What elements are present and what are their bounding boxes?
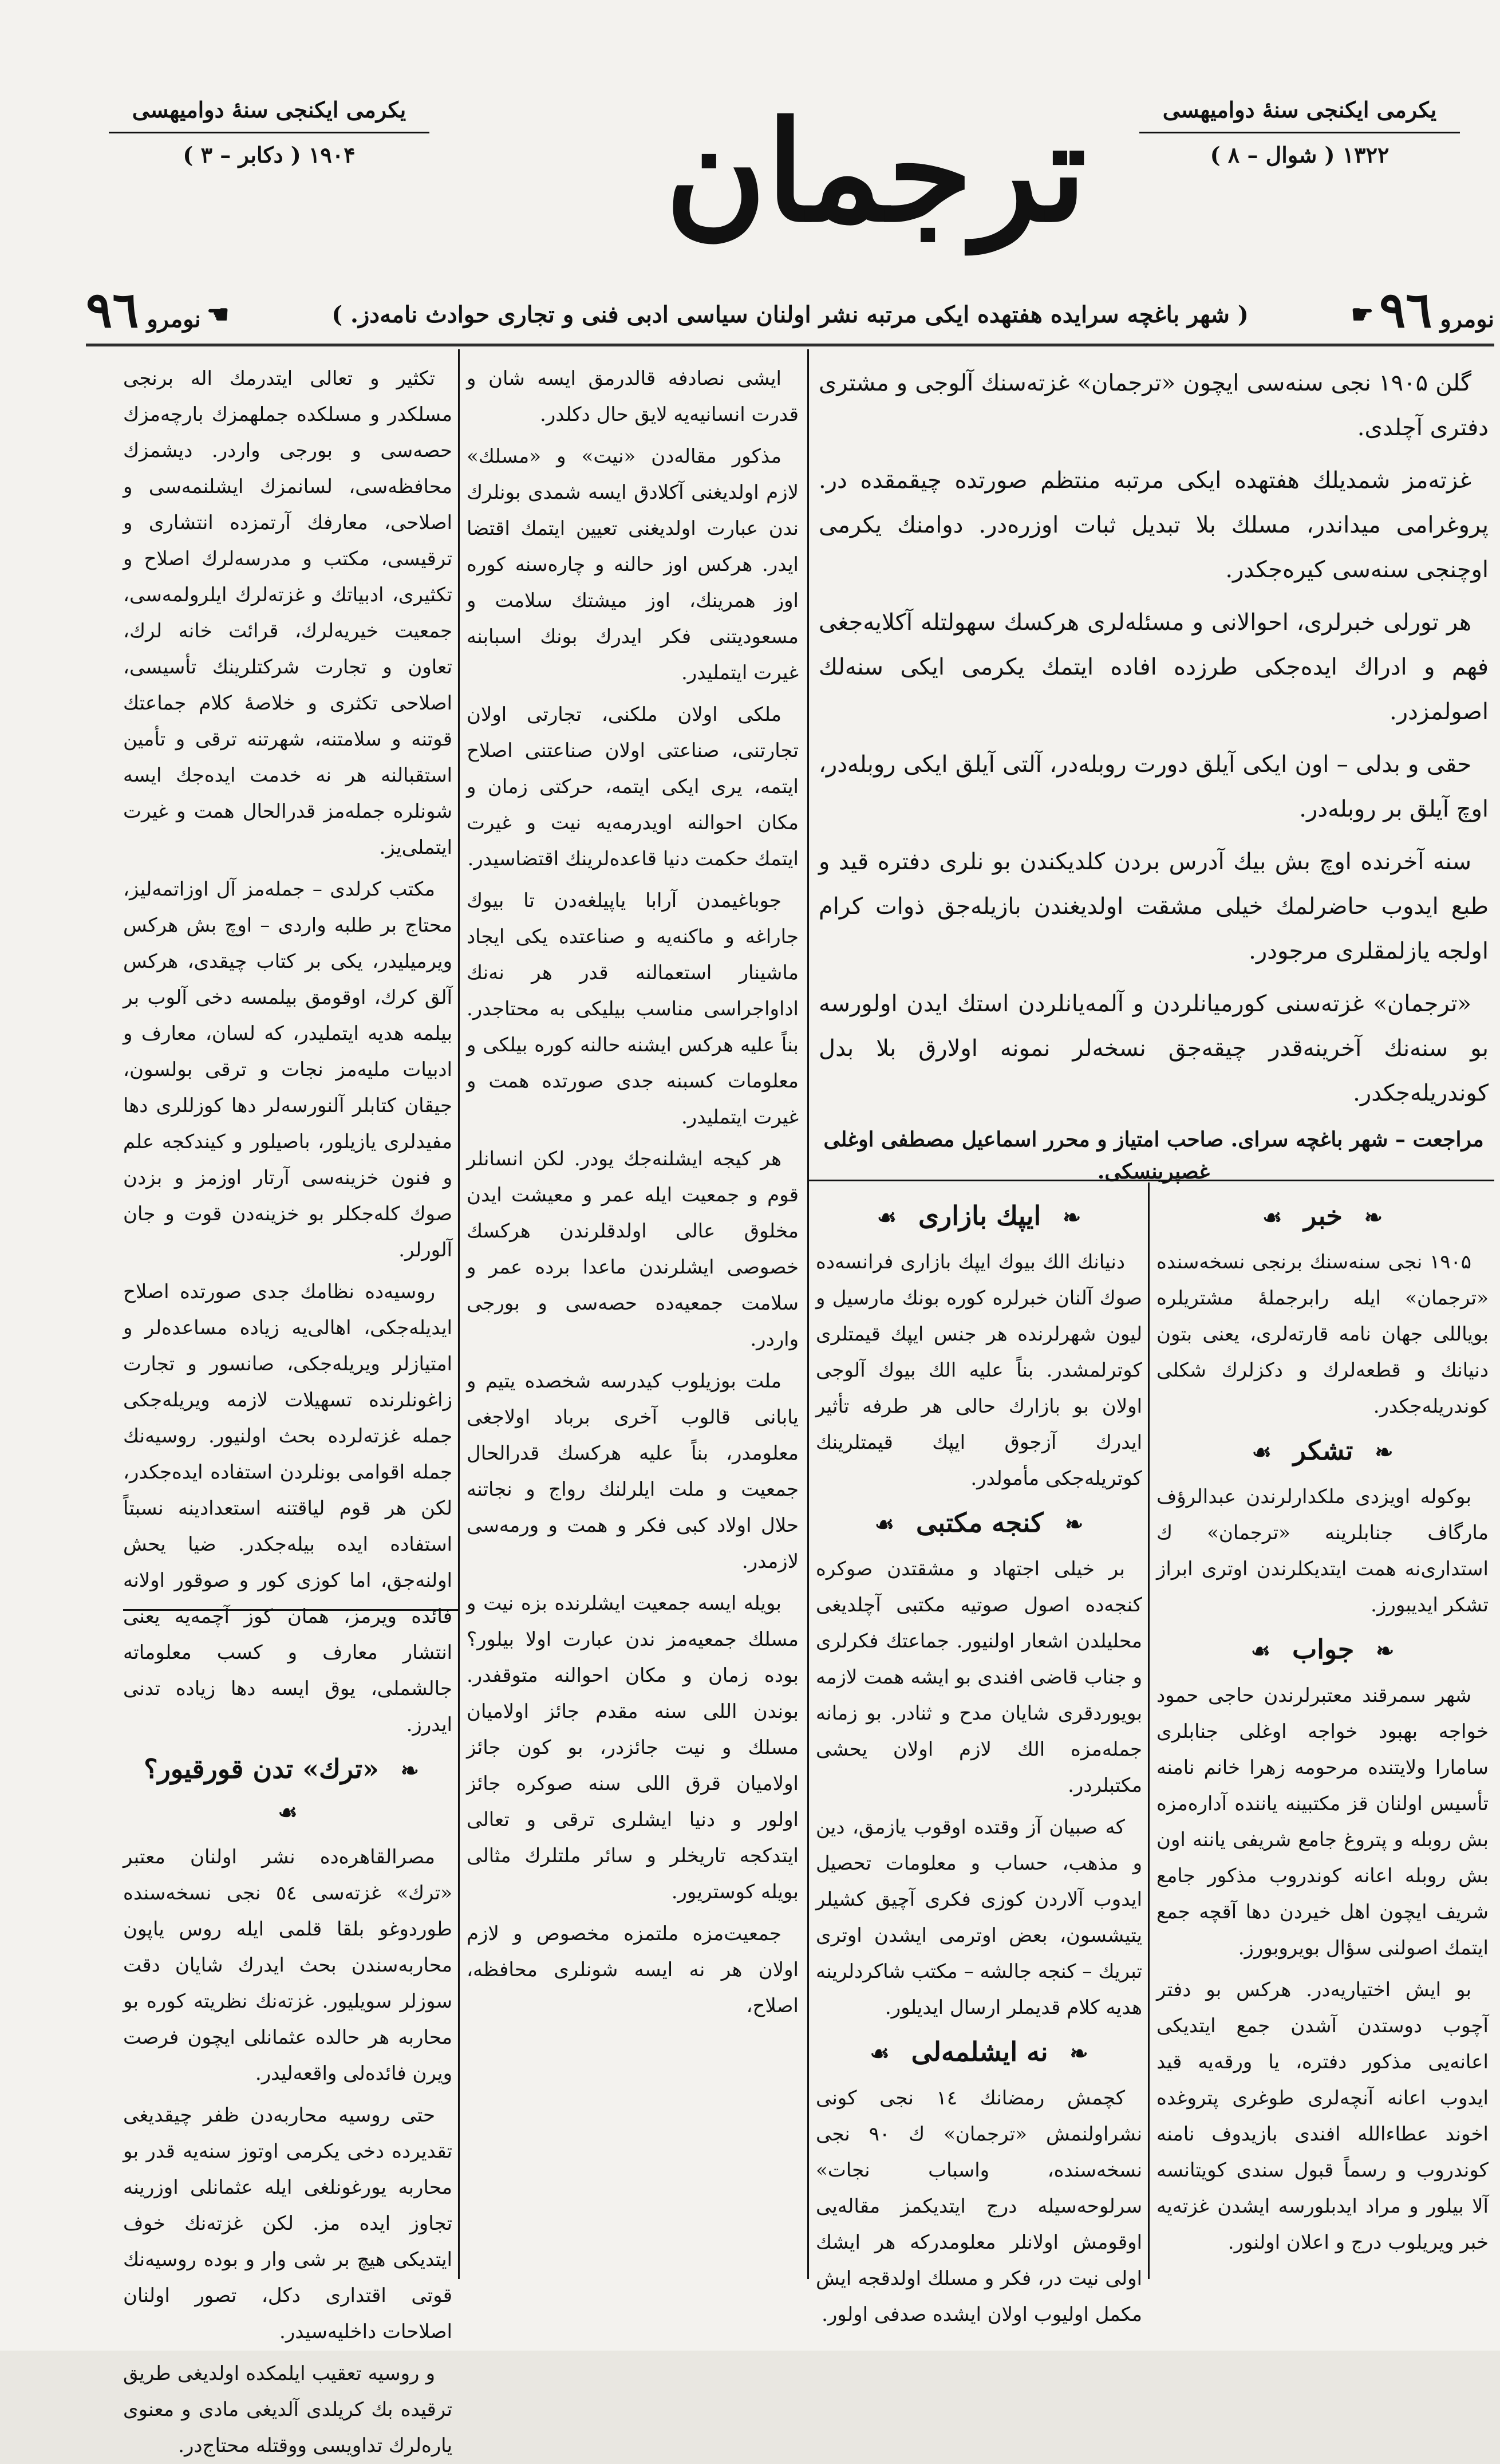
- article-paragraph: جمعیت‌مزه ملتمزه مخصوص و لازم اولان هر نه ایسه شونلری محافظه، اصلاح،: [467, 1922, 799, 2017]
- article-paragraph: كچمش رمضانك ١٤ نجی كونی نشراولنمش «ترجمان» ك ٩٠ نجی نسخه‌سنده، واسباب نجات» سرلوحه‌سیله درج ایتدیكمز مقاله‌یی اوقومش اولانلر معلومدركه هر ایشك اولی نیت در، فكر و مسلك اولدقجه ایش مكمل اولیوب اولان ایشده صدفی اولور.: [816, 2087, 1142, 2326]
- ornament-icon: ☙: [870, 2040, 890, 2066]
- article-paragraph: شهر سمرقند معتبرلرندن حاجی حمود خواجه بهبود خواجه اوغلی جنابلری سامارا ولایتنده مرحومه زهرا خانم نامنه تأسیس اولنان قز مكتبینه یاننده آداره‌مزه بش روبله و پتروغ جامع شریفی یاننه اون بش روبله اعانه كوندروب مذكور جامع شریف ایچون اهل خیردن دها آقچه جمع ایتمك اصولنی سؤال بویروبورز.: [1156, 1684, 1489, 1960]
- masthead-rule: [86, 344, 1494, 346]
- article-paragraph: ملت بوزیلوب كیدرسه شخصده یتیم و یابانی قالوب آخری برباد اولاجغی معلومدر، بناً علیه هركسك قدرالحال جمعیت و ملت ایلرلنك رواج و نجاتنه حلال اولاد كبی فكر و همت و ورمه‌سی لازمدر.: [467, 1370, 799, 1573]
- announcement-contact: مراجعت – شهر باغچه سرای. صاحب امتیاز و محرر اسماعیل مصطفی اوغلی غصپرینسكی.: [823, 1127, 1484, 1184]
- column-middle: [467, 361, 799, 2279]
- article-paragraph: تكثیر و تعالی ایتدرمك اله برنجی مسلكدر و مسلكده جملهمزك بارچه‌مزك حصه‌سی و بورجی واردر. دیشمزك محافظه‌سی، لسانمزك ایشلنمه‌سی و اصلاحی، معارفك آرتمزده انتشاری و ترقیسی، مكتب و مدرسه‌لرك اصلاح و تكثیری، ادبیاتك و غزته‌لرك ایلرولمه‌سی، جمعیت خیریه‌لرك، قرائت خانه لرك، تعاون و تجارت شركتلرینك تأسیسی، اصلاحی تكثری و خلاصهٔ كلام جماعتك قوتنه و سلامتنه، شهرتنه ترقی و تأمین استقبالنه هر نه خدمت ایده‌جك ایسه شونلره جمله‌مز قدرالحال همت و غیرت ایتملی‌یز.: [123, 367, 452, 859]
- masthead-left-corner: [109, 92, 429, 174]
- section-title: جواب: [1292, 1634, 1355, 1665]
- article-paragraph: مذكور مقاله‌دن «نیت» و «مسلك» لازم اولدیغنی آكلادق ایسه شمدی بونلرك ندن عبارت اولدیغنی تعیین ایتمك اقتضا ایدر. هركس اوز حالنه و چاره‌سنه كوره اوز همرینك، اوز میشتك سلامت و مسعودیتنی فكر ایدرك بونك اسبابنه غیرت ایتملیدر.: [467, 445, 799, 684]
- announcement-paragraph: غزته‌مز شمدیلك هفتهده ایكی مرتبه منتظم صورتده چیقمقده در. پروغرامی میداندر، مسلك بلا تبدیل ثبات اوزره‌در. دوامنك یكرمی اوچنجی سنه‌سی كیره‌جكدر.: [819, 467, 1489, 583]
- issue-number-left: [86, 281, 201, 345]
- ornament-icon: ❧: [1069, 2040, 1088, 2066]
- ornament-icon: ❧: [1375, 1439, 1394, 1465]
- column-divider: [807, 349, 809, 2279]
- issue-number: ۹٦: [1379, 281, 1432, 339]
- article-paragraph: مكتب كرلدی – جمله‌مز آل اوزاتمه‌لیز، محتاج بر طلبه واردی – اوچ بش هركس ویرمیلیدر، یكی بر كتاب چیقدی، هركس آلق كرك، اوقومق بیلمسه دخی آلوب بر بیلمه هدیه ایتملیدر، كه لسان، معارف و ادبیات ملیه‌مز نجات و ترقی بولسون، جیقان كتابلر آلنورسه‌لر دها كوزللری دها مفیدلری یازیلور، باصیلور و كیندكجه علم و فنون خزینه‌سی آرتار اوزمز و بزدن صوك كله‌جكلر بو خزینه‌دن قوت و جان آلورلر.: [123, 878, 452, 1261]
- column-divider: [458, 349, 460, 2279]
- section-title: نه ایشلمه‌لی: [911, 2036, 1048, 2067]
- issue-number: ۹٦: [86, 281, 139, 339]
- column-divider: [1148, 1182, 1150, 2279]
- article-paragraph: دنیانك الك بیوك ایپك بازاری فرانسه‌ده صوك آلنان خبرلره كوره بونك مارسیل و لیون شهرلرنده هر جنس ایپك قیمتلری كوترلمشدر. بناً علیه الك بیوك آلوجی اولان بو بازارك حالی هر طرفه تأثیر ایدرك آزجوق ایپك قیمتلرینك كوتریله‌جكی مأمولدر.: [816, 1251, 1142, 1490]
- column-right-news: [1156, 1191, 1489, 2279]
- article-paragraph: و روسیه تعقیب ایلمكده اولدیغی طریق ترقیده بك كریلدی آلدیغی مادی و معنوی یاره‌لرك تداویسی ووقتله محتاج‌در.: [123, 2362, 452, 2457]
- ornament-icon: ☙: [1250, 1638, 1270, 1663]
- section-heading-answer: [1156, 1629, 1489, 1671]
- article-paragraph: ۱۹۰۵ نجی سنه‌سنك برنجی نسخه‌سنده «ترجمان» ایله رابرجملهٔ مشتریلره بویاللی جهان نامه قارته‌لری، یعنی بتون دنیانك و قطعه‌لرك و دكزلرك شكلی كوندریله‌جكدر.: [1156, 1251, 1489, 1418]
- section-title: «ترك» تدن قورقیور؟: [144, 1753, 379, 1784]
- number-label: نومرو: [147, 306, 201, 333]
- right-corner-line2: ۱۳۲۲ ( شوال – ۸ ): [1210, 142, 1390, 168]
- announcement-paragraph: هر تورلی خبرلری، احوالانی و مسئله‌لری هركسك سهولتله آكلایه‌جغی فهم و ادراك ایده‌جكی طرزده افاده ایتمك یكرمی ایكی سنه‌لك اصولمزدر.: [819, 609, 1489, 725]
- announcement-paragraph: «ترجمان» غزته‌سنی كورمیانلردن و آلمه‌یانلردن استك ایدن اولورسه بو سنه‌نك آخرینه‌قدر چیقه‌جق نسخه‌لر نمونه اولارق بلا بدل كوندریله‌جكدر.: [819, 991, 1489, 1106]
- article-paragraph: بویله ایسه جمعیت ایشلرنده بزه نیت و مسلك جمعیه‌مز ندن عبارت اولا بیلور؟ بوده زمان و مكان احوالنه متوقفدر. بوندن اللی سنه مقدم جائز اولامیان مسلك و نیت جائزدر، بو كون جائز اولامیان قرق اللی سنه صوكره جائز اولور و دنیا ایشلری ترقی و تعالی ایتدكجه تاریخلر و سائر ملتلرك مثالی بویله كوستریور.: [467, 1592, 799, 1903]
- left-corner-line2: ۱۹۰۴ ( دكابر – ۳ ): [183, 142, 356, 168]
- article-paragraph: هر كیجه ایشلنه‌جك یودر. لكن انسانلر قوم و جمعیت ایله عمر و معیشت ایدن مخلوق عالی اولدقلرندن هركسك خصوصی ایشلرندن ماعدا برده عمر و سلامت جمعیه‌ده حصه‌سی و بورجی واردر.: [467, 1148, 799, 1351]
- masthead-right-corner: [1139, 92, 1460, 174]
- article-paragraph: جوباغیمدن آرابا یاپیلغه‌دن تا بیوك جاراغه و ماكنه‌یه و صناعتده یكی ایجاد ماشینار استعمالنه قدر هر نه‌نك اداواجراسی مناسب بیلیكی به محتاجدر. بناً علیه هركس ایشنه حالنه كوره بیلكی و معلومات كسبنه جدی صورتده همت و غیرت ایتملیدر.: [467, 889, 799, 1129]
- section-heading-silk-market: [816, 1196, 1142, 1237]
- newspaper-title: ترجمان: [665, 91, 1087, 253]
- article-paragraph: كه صبیان آز وقتده اوقوب یازمق، دین و مذهب، حساب و معلومات تحصیل ایدوب آلاردن كوزی فكری آچیق كشیلر یتیشسون، بعض اوترمی ایشدن اوتری تبریك – كنجه جالشه – مكتب شاكردلرینه هدیه كلام قدیملر ارسال ایدیلور.: [816, 1816, 1142, 2019]
- article-paragraph: بوكوله اویزدی ملكدارلرندن عبدالرؤف مارگاف جنابلرینه «ترجمان» ك استداری‌نه همت ایتدیكلرندن اوتری ابراز تشكر ایدیبورز.: [1156, 1485, 1489, 1617]
- announcement-paragraph: گلن ۱۹۰۵ نجی سنه‌سی ایچون «ترجمان» غزته‌سنك آلوجی و مشتری دفتری آچلدی.: [819, 370, 1489, 441]
- left-corner-line1: یكرمی ایكنجی سنهٔ دوامیهسی: [132, 97, 406, 123]
- ornament-icon: ❧: [1065, 1511, 1084, 1537]
- section-heading-news: [1156, 1196, 1489, 1237]
- section-title: كنجه مكتبی: [915, 1507, 1044, 1538]
- section-title: تشكر: [1293, 1435, 1353, 1466]
- number-label: نومرو: [1440, 306, 1494, 333]
- ornament-icon: ☙: [1262, 1204, 1282, 1230]
- ornament-icon: ☙: [877, 1204, 897, 1230]
- ornament-icon: ☙: [874, 1511, 894, 1537]
- masthead-subtitle: ( شهر باغچه سرایده هفتهده ایكی مرتبه نشر اولنان سیاسی ادبی فنی و تجاری حوادث نامه‌دز. ): [331, 301, 1249, 328]
- section-heading-thanks: [1156, 1430, 1489, 1472]
- section-heading: [123, 1749, 452, 1832]
- subscription-announcement: [819, 361, 1489, 1184]
- article-paragraph: ایشی نصادفه قالدرمق ایسه شان و قدرت انسانیه‌یه لایق حال دكلدر.: [467, 367, 799, 426]
- column-left: [123, 361, 452, 2457]
- article-paragraph: بو ایش اختیاریه‌در. هركس بو دفتر آچوب دوستدن آشدن جمع ایتدیكی اعانه‌یی مذكور دفتره، یا ورقه‌یه قید ایدوب اعانه آنچه‌لری طوغری پتروغده اخوند عطاءالله افندی بازیدوف نامنه كوندروب و رسماً قبول سندی كویتانسه آلا بیلور و مراد ایدبلورسه ایشدن غزته‌یه خبر ویریلوب درج و اعلان اولنور.: [1156, 1978, 1489, 2254]
- pointing-hand-icon: ☚: [206, 300, 230, 329]
- article-paragraph: بر خیلی اجتهاد و مشقتدن صوكره كنجه‌ده اصول صوتیه مكتبی آچلدیغی محلیلدن اشعار اولنیور. جماعتك فكرلری و جناب قاضی افندی بو ایشه همت لازمه بویوردقری شایان مدح و ثنادر. بو زمانه جمله‌مزه الك لازم اولان یحشی مكتبلردر.: [816, 1558, 1142, 1797]
- left-corner-divider: [109, 132, 429, 133]
- right-corner-divider: [1139, 132, 1460, 133]
- section-heading-ganja-school: [816, 1503, 1142, 1544]
- section-title: ایپك بازاری: [918, 1200, 1041, 1231]
- section-title: خبر: [1304, 1200, 1343, 1231]
- masthead-subline: [86, 281, 1494, 341]
- ornament-icon: ❧: [400, 1757, 419, 1783]
- masthead: [86, 69, 1494, 339]
- article-paragraph: مصرالقاهره‌ده نشر اولنان معتبر «ترك» غزته‌سی ٥٤ نجی نسخه‌سنده طوردوغو بلقا قلمی ایله روس یاپون محاربه‌سندن بحث ایدرك شایان دقت سوزلر سویلیور. غزته‌نك نظریته كوره بو محاربه هر حالده عثمانلی ایچون فرصت ویرن فائده‌لی واقعه‌لیدر.: [123, 1846, 452, 2085]
- column-news: [816, 1191, 1142, 2326]
- ornament-icon: ☙: [1252, 1439, 1272, 1465]
- ornament-icon: ☙: [278, 1799, 298, 1825]
- ornament-icon: ❧: [1364, 1204, 1383, 1230]
- right-corner-line1: یكرمی ایكنجی سنهٔ دوامیهسی: [1162, 97, 1437, 123]
- issue-number-right: [1379, 281, 1494, 345]
- announcement-paragraph: حقی و بدلی – اون ایكی آیلق دورت روبله‌در، آلتی آیلق ایكی روبله‌در، اوچ آیلق بر روبله‌در.: [819, 751, 1489, 822]
- announcement-paragraph: سنه آخرنده اوچ بش بیك آدرس بردن كلدیكندن بو نلری دفتره قید و طبع ایدوب حاضرلمك خیلی مشقت اولدیغندن بازیله‌جق ذوات كرام اولجه یازلمقلری مرجودر.: [819, 849, 1489, 964]
- article-paragraph: روسیه‌ده نظامك جدی صورتده اصلاح ایدیله‌جكی، اهالی‌یه زیاده مساعده‌لر و امتیازلر ویریله‌جكی، صانسور و تجارت زاغونلرنده تسهیلات لازمه ویریله‌جكی جمله غزته‌لرده بحث اولنیور. روسیه‌نك جمله اقوامی بونلردن استفاده ایده‌جكدر، لكن هر قوم لیاقتنه استعدادینه نسبتاً استفاده ایده بیله‌جكدر. ضیا یحش اولنه‌جق، اما كوزی كور و صوقور اولانه فائده ویرمز، همان كوز آچمه‌یه یعنی انتشار معارف و كسب معلوماته جالشملی، یوق ایسه دها زیاده تدنی ایدرز.: [123, 1280, 452, 1736]
- article-paragraph: حتی روسیه محاربه‌دن ظفر چیقدیغی تقدیرده دخی یكرمی اوتوز سنه‌یه قدر بو محاربه یورغونلغی ایله عثمانلی اوزرینه تجاوز ایده مز. لكن غزته‌نك خوف ایتدیكی هیچ بر شی وار و بوده روسیه‌نك قوتی اقتداری دكل، تصور اولنان اصلاحات داخلیه‌سیدر.: [123, 2104, 452, 2343]
- section-heading-what-to-do: [816, 2032, 1142, 2073]
- pointing-hand-icon: ☛: [1351, 300, 1374, 329]
- ornament-icon: ❧: [1376, 1638, 1395, 1663]
- ornament-icon: ❧: [1063, 1204, 1081, 1230]
- article-paragraph: ملكی اولان ملكنی، تجارتی اولان تجارتنی، صناعتی اولان صناعتنی اصلاح ایتمه، یری ایكی ایتمه، حركتی زمان و مكان احوالنه اویدرمه‌یه نیت و غیرت ایتمك حكمت دنیا قاعده‌لرینك اقتضاسیدر.: [467, 703, 799, 870]
